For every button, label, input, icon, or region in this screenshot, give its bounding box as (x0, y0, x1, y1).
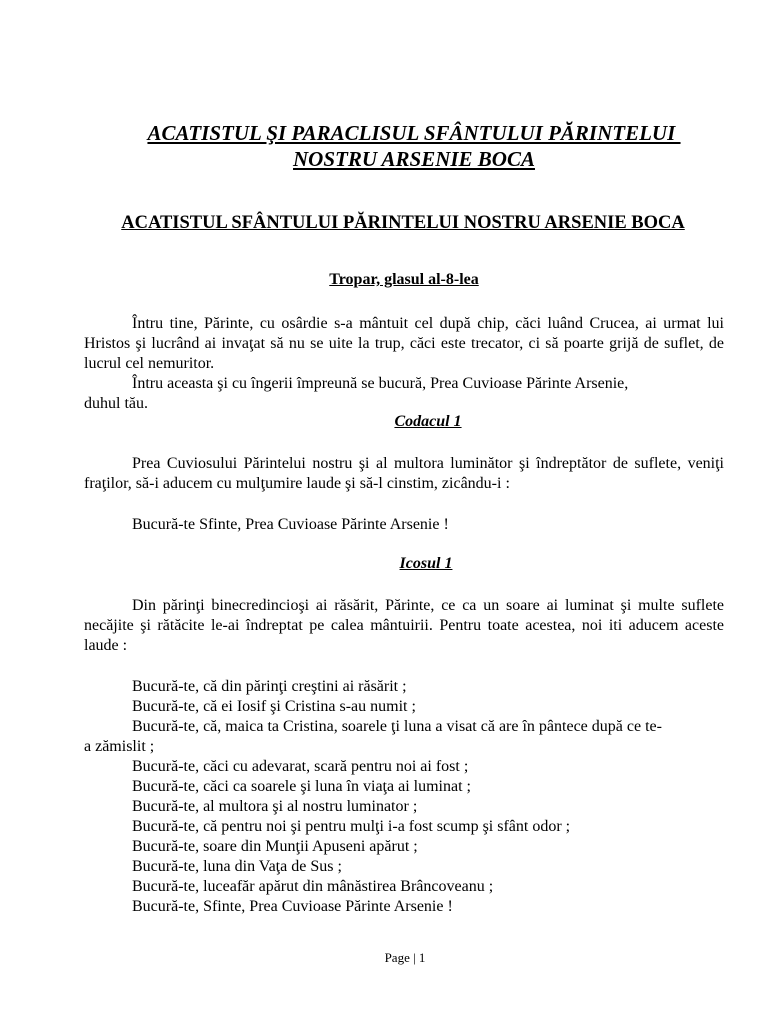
document-title (0, 120, 768, 172)
praise-line: Bucură-te, căci ca soarele şi luna în viaţa ai luminat ; (132, 778, 471, 795)
praise-line: a zămislit ; (84, 738, 155, 755)
praise-line: Bucură-te, luceafăr apărut din mânăstirea Brâncoveanu ; (132, 878, 494, 895)
tropar-paragraph-2-line-1: Întru aceasta şi cu îngerii împreună se bucură, Prea Cuvioase Părinte Arsenie, (132, 375, 629, 392)
praise-line: Bucură-te, că ei Iosif şi Cristina s-au numit ; (132, 698, 416, 715)
condac-greeting: Bucură-te Sfinte, Prea Cuvioase Părinte Arsenie ! (132, 516, 449, 533)
title-line-1: ACATISTUL ŞI PARACLISUL SFÂNTULUI PĂRINTELUI (147, 121, 681, 145)
tropar-paragraph-2-line-2: duhul tău. (84, 395, 148, 412)
tropar-paragraph-1 (84, 314, 724, 374)
page-number: Page | 1 (384, 950, 426, 965)
condac-paragraph (84, 454, 724, 494)
praise-line: Bucură-te, al multora şi al nostru luminator ; (132, 798, 418, 815)
tropar-paragraph-1-text: Întru tine, Părinte, cu osârdie s-a mântuit cel după chip, căci luând Crucea, ai urmat lui Hristos şi lucrând ai invaţat să nu se uite la trup, căci este trecator, ci să poarte grijă de suflet, de lucrul cel nemuritor. (84, 315, 724, 372)
praise-line: Bucură-te, Sfinte, Prea Cuvioase Părinte Arsenie ! (132, 898, 453, 915)
section-title: ACATISTUL SFÂNTULUI PĂRINTELUI NOSTRU ARSENIE BOCA (121, 213, 685, 233)
condac-paragraph-text: Prea Cuviosului Părintelui nostru şi al multora luminător şi îndreptător de suflete, veniţi fraţilor, să-i aducem cu mulţumire laude şi să-l cinstim, zicându-i : (84, 455, 724, 492)
title-line-2: NOSTRU ARSENIE BOCA (293, 147, 535, 171)
praise-line: Bucură-te, soare din Munţii Apuseni apărut ; (132, 838, 418, 855)
tropar-heading: Tropar, glasul al-8-lea (329, 271, 479, 288)
praise-line: Bucură-te, căci cu adevarat, scară pentru noi ai fost ; (132, 758, 469, 775)
icos-paragraph (84, 596, 724, 656)
praise-line: Bucură-te, luna din Vaţa de Sus ; (132, 858, 342, 875)
praise-line: Bucură-te, că pentru noi şi pentru mulţi i-a fost scump şi sfânt odor ; (132, 818, 571, 835)
condac-heading: Codacul 1 (394, 413, 462, 430)
praise-line: Bucură-te, că din părinţi creştini ai răsărit ; (132, 678, 407, 695)
praise-line: Bucură-te, că, maica ta Cristina, soarele ţi luna a visat că are în pântece după ce te- (132, 718, 662, 735)
icos-paragraph-text: Din părinţi binecredincioşi ai răsărit, Părinte, ce ca un soare ai luminat şi multe suflete necăjite şi rătăcite le-ai îndreptat pe calea mântuirii. Pentru toate acestea, noi iti aducem aceste laude : (84, 597, 724, 654)
icos-heading: Icosul 1 (399, 555, 453, 572)
